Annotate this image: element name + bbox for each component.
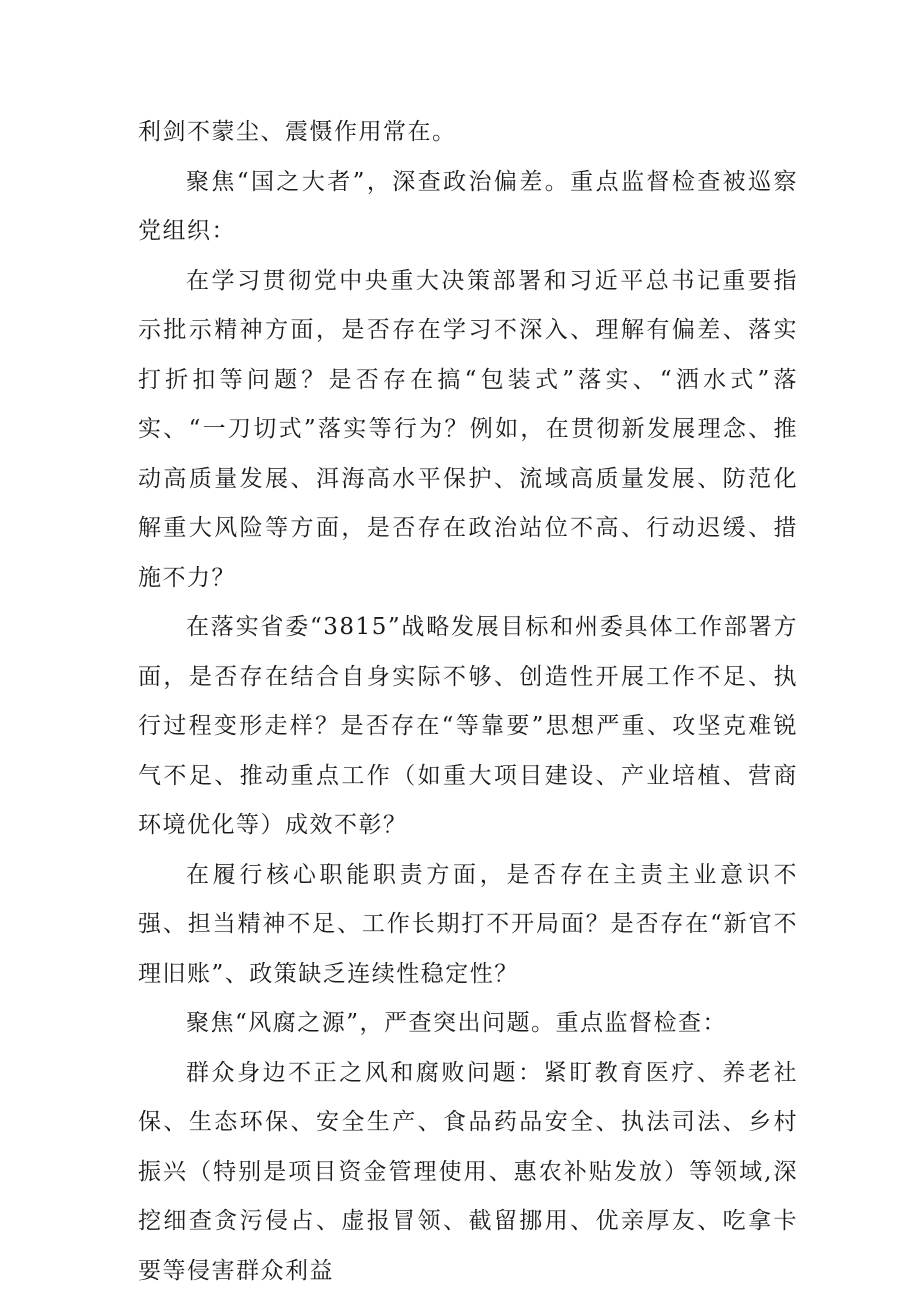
paragraph-7: 群众身边不正之风和腐败问题：紧盯教育医疗、养老社保、生态环保、安全生产、食品药品安全、执法司法、乡村振兴（特别是项目资金管理使用、惠农补贴发放）等领域,深挖细查贪污侵占、虚报冒领、截留挪用、优亲厚友、吃拿卡要等侵害群众利益 xyxy=(138,1059,798,1284)
paragraph-1: 利剑不蒙尘、震慑作用常在。 xyxy=(138,119,457,145)
paragraph-4: 在落实省委“3815”战略发展目标和州委具体工作部署方面，是否存在结合自身实际不够、创造性开展工作不足、执行过程变形走样？是否存在“等靠要”思想严重、攻坚克难锐气不足、推动重点工作（如重大项目建设、产业培植、营商环境优化等）成效不彰？ xyxy=(138,614,798,838)
paragraph-5: 在履行核心职能职责方面，是否存在主责主业意识不强、担当精神不足、工作长期打不开局面？是否存在“新官不理旧账”、政策缺乏连续性稳定性？ xyxy=(138,861,798,987)
paragraph-2: 聚焦“国之大者”，深查政治偏差。重点监督检查被巡察党组织： xyxy=(138,168,798,244)
paragraph-3: 在学习贯彻党中央重大决策部署和习近平总书记重要指示批示精神方面，是否存在学习不深入、理解有偏差、落实打折扣等问题？是否存在搞“包装式”落实、“洒水式”落实、“一刀切式”落实等行为？例如，在贯彻新发展理念、推动高质量发展、洱海高水平保护、流域高质量发展、防范化解重大风险等方面，是否存在政治站位不高、行动迟缓、措施不力？ xyxy=(138,267,798,591)
paragraph-6: 聚焦“风腐之源”，严查突出问题。重点监督检查： xyxy=(186,1010,728,1036)
document-body xyxy=(138,108,798,1296)
